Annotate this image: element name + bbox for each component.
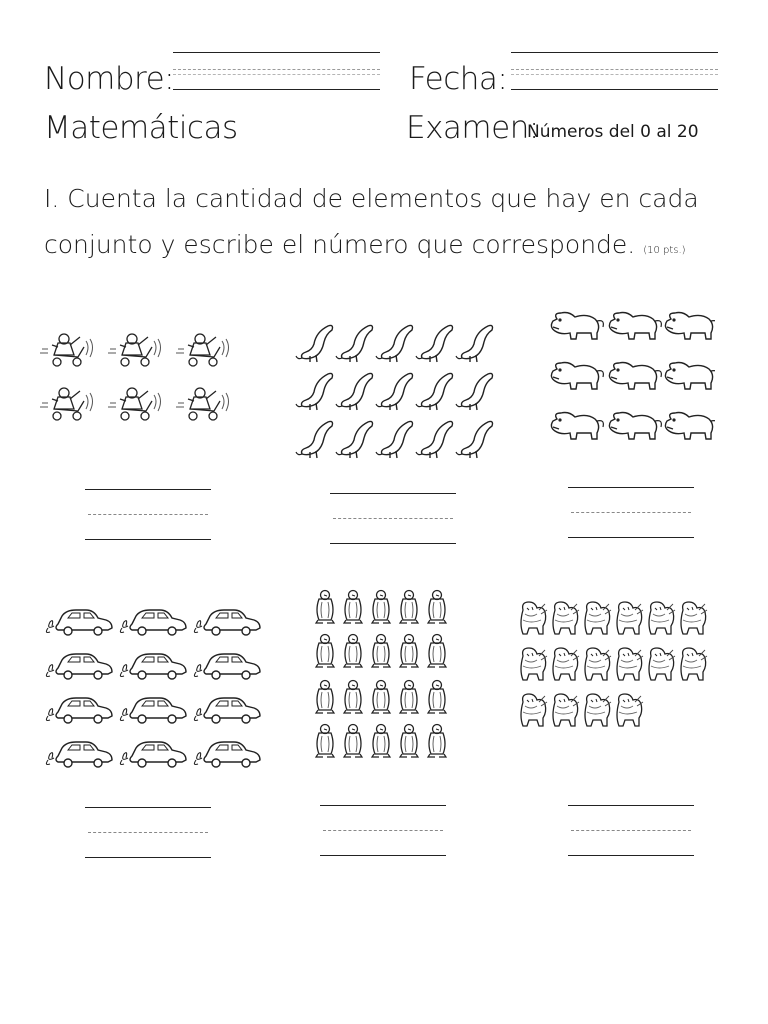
hippo-icon bbox=[665, 413, 715, 440]
instruction-text: conjunto y escribe el número que corresponde. bbox=[44, 230, 636, 259]
gorilla-icon bbox=[681, 602, 707, 634]
scooter-rider-icon bbox=[40, 334, 93, 366]
dinosaur-icon bbox=[416, 422, 453, 459]
set-3-hippos bbox=[545, 305, 715, 455]
penguin-icon bbox=[400, 591, 418, 624]
gorilla-icon bbox=[649, 648, 675, 680]
hippo-icon bbox=[609, 313, 661, 340]
gorilla-icon bbox=[649, 602, 675, 634]
subject-title: Matemáticas bbox=[44, 110, 238, 146]
set-5-penguins bbox=[310, 588, 460, 768]
dinosaur-icon bbox=[336, 374, 373, 411]
exam-label: Examen: bbox=[406, 110, 539, 146]
hippo-icon bbox=[551, 413, 603, 440]
scooter-rider-icon bbox=[176, 334, 229, 366]
penguin-icon bbox=[400, 681, 418, 714]
car-icon bbox=[120, 654, 186, 679]
scooter-rider-icon bbox=[176, 388, 229, 420]
set-6-gorillas bbox=[515, 598, 715, 733]
gorilla-icon bbox=[681, 648, 707, 680]
car-icon bbox=[120, 610, 186, 635]
answer-set-3[interactable] bbox=[568, 487, 694, 539]
fecha-guide-line[interactable] bbox=[511, 52, 718, 92]
nombre-guide-line[interactable] bbox=[173, 52, 380, 92]
dinosaur-icon bbox=[336, 326, 373, 363]
penguin-icon bbox=[316, 725, 334, 758]
penguin-icon bbox=[344, 635, 362, 668]
dinosaur-icon bbox=[376, 422, 413, 459]
gorilla-icon bbox=[553, 602, 579, 634]
penguin-icon bbox=[428, 681, 446, 714]
penguin-icon bbox=[316, 681, 334, 714]
fecha-label: Fecha: bbox=[409, 61, 508, 97]
dinosaur-icon bbox=[296, 374, 333, 411]
penguin-icon bbox=[372, 635, 390, 668]
penguin-icon bbox=[372, 725, 390, 758]
hippo-icon bbox=[551, 363, 603, 390]
hippo-icon bbox=[665, 313, 715, 340]
set-2-dinosaurs bbox=[292, 318, 502, 468]
penguin-icon bbox=[344, 591, 362, 624]
gorilla-icon bbox=[585, 694, 611, 726]
dinosaur-icon bbox=[456, 374, 493, 411]
instruction-line-2 bbox=[44, 232, 686, 257]
penguin-icon bbox=[316, 591, 334, 624]
car-icon bbox=[46, 654, 112, 679]
car-icon bbox=[46, 698, 112, 723]
car-icon bbox=[194, 742, 260, 767]
scooter-rider-icon bbox=[40, 388, 93, 420]
instruction-line-1: I. Cuenta la cantidad de elementos que hay en cada bbox=[44, 184, 699, 213]
set-1-scooter-riders bbox=[40, 325, 250, 435]
exam-title: Números del 0 al 20 bbox=[527, 122, 699, 142]
car-icon bbox=[46, 610, 112, 635]
points-label: (10 pts.) bbox=[643, 245, 686, 256]
gorilla-icon bbox=[617, 648, 643, 680]
gorilla-icon bbox=[585, 602, 611, 634]
penguin-icon bbox=[428, 725, 446, 758]
penguin-icon bbox=[344, 681, 362, 714]
dinosaur-icon bbox=[456, 326, 493, 363]
gorilla-icon bbox=[585, 648, 611, 680]
car-icon bbox=[46, 742, 112, 767]
answer-set-1[interactable] bbox=[85, 489, 211, 541]
dinosaur-icon bbox=[376, 326, 413, 363]
dinosaur-icon bbox=[456, 422, 493, 459]
hippo-icon bbox=[609, 363, 661, 390]
gorilla-icon bbox=[553, 694, 579, 726]
answer-set-2[interactable] bbox=[330, 493, 456, 545]
penguin-icon bbox=[316, 635, 334, 668]
hippo-icon bbox=[665, 363, 715, 390]
hippo-icon bbox=[551, 313, 603, 340]
car-icon bbox=[120, 698, 186, 723]
answer-set-6[interactable] bbox=[568, 805, 694, 857]
gorilla-icon bbox=[617, 694, 643, 726]
penguin-icon bbox=[344, 725, 362, 758]
nombre-label: Nombre: bbox=[44, 61, 175, 97]
penguin-icon bbox=[400, 725, 418, 758]
answer-set-5[interactable] bbox=[320, 805, 446, 857]
penguin-icon bbox=[428, 591, 446, 624]
dinosaur-icon bbox=[416, 326, 453, 363]
dinosaur-icon bbox=[296, 422, 333, 459]
gorilla-icon bbox=[521, 694, 547, 726]
scooter-rider-icon bbox=[108, 334, 161, 366]
hippo-icon bbox=[609, 413, 661, 440]
gorilla-icon bbox=[521, 648, 547, 680]
gorilla-icon bbox=[617, 602, 643, 634]
penguin-icon bbox=[400, 635, 418, 668]
dinosaur-icon bbox=[376, 374, 413, 411]
penguin-icon bbox=[372, 591, 390, 624]
car-icon bbox=[194, 610, 260, 635]
dinosaur-icon bbox=[416, 374, 453, 411]
car-icon bbox=[194, 698, 260, 723]
scooter-rider-icon bbox=[108, 388, 161, 420]
dinosaur-icon bbox=[296, 326, 333, 363]
car-icon bbox=[194, 654, 260, 679]
penguin-icon bbox=[372, 681, 390, 714]
car-icon bbox=[120, 742, 186, 767]
penguin-icon bbox=[428, 635, 446, 668]
gorilla-icon bbox=[521, 602, 547, 634]
set-4-cars bbox=[40, 600, 265, 780]
gorilla-icon bbox=[553, 648, 579, 680]
dinosaur-icon bbox=[336, 422, 373, 459]
answer-set-4[interactable] bbox=[85, 807, 211, 859]
